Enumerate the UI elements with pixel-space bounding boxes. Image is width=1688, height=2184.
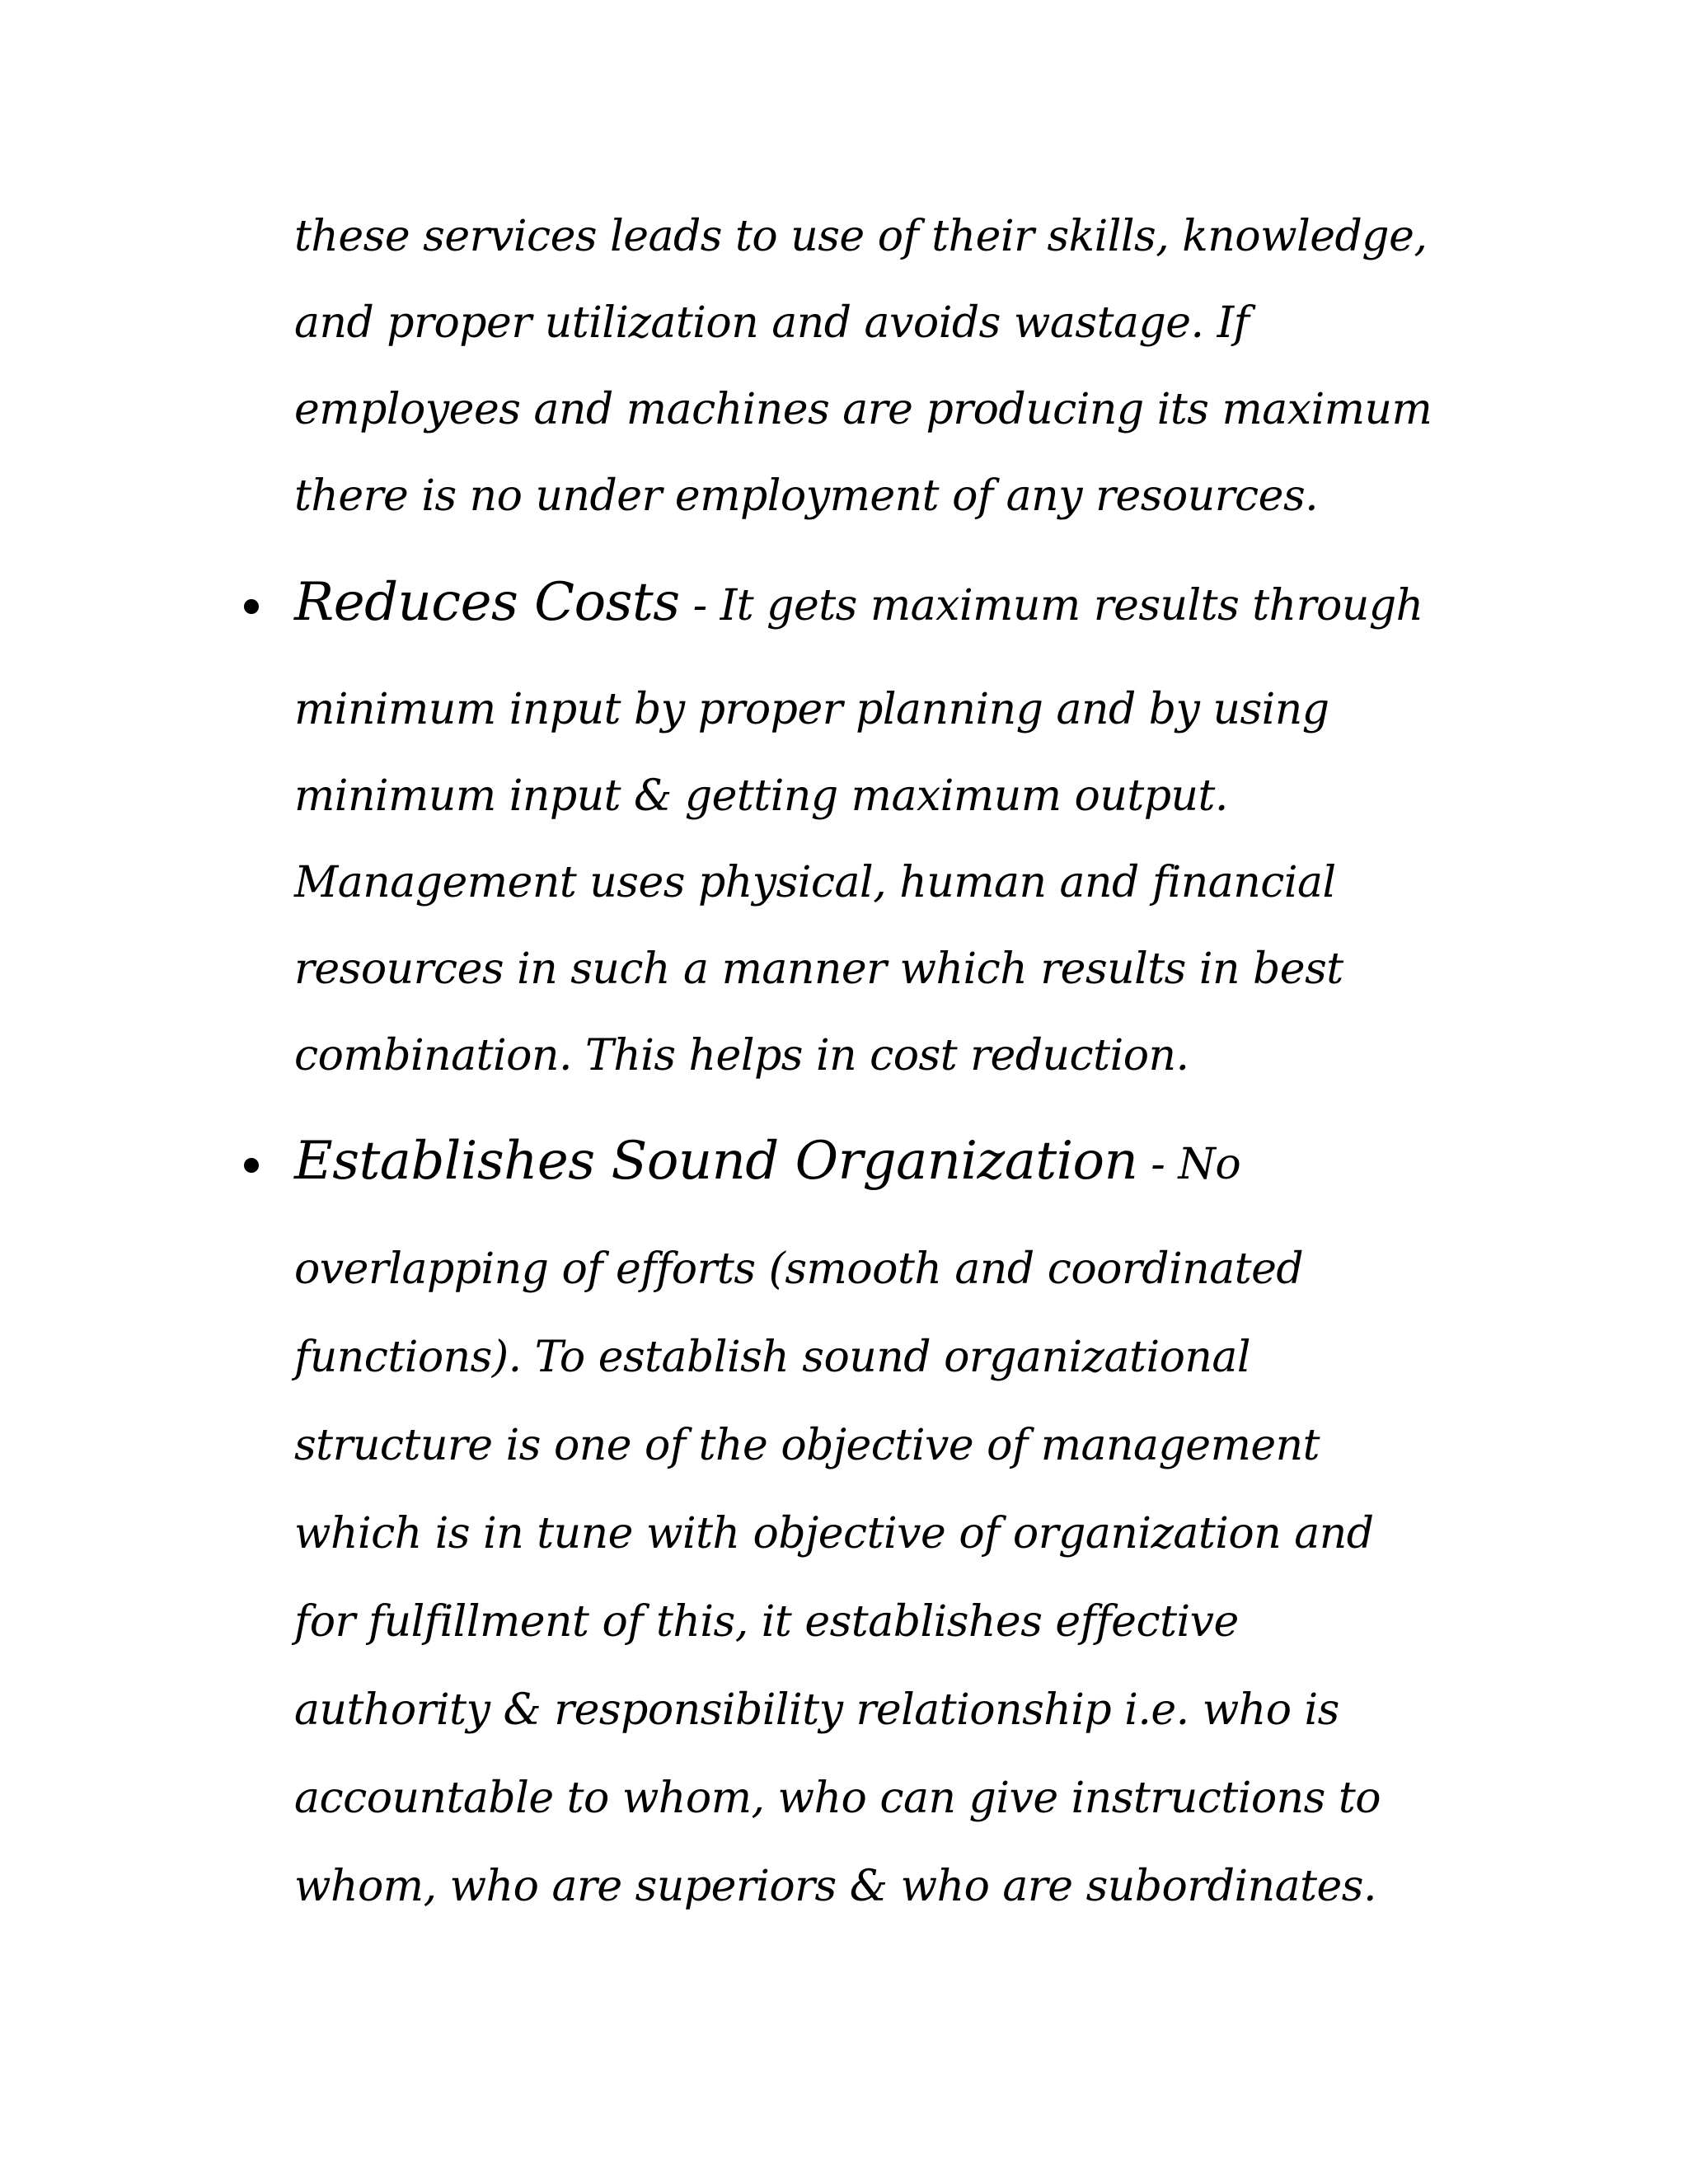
text-line: which is in tune with objective of organization and (294, 1509, 1374, 1558)
text-line: structure is one of the objective of management (294, 1421, 1320, 1470)
list-item-first-line (294, 1132, 1240, 1193)
text-line: for fulfillment of this, it establishes effective (294, 1597, 1239, 1647)
text-line: employees and machines are producing its maximum (294, 385, 1432, 434)
text-line: whom, who are superiors & who are subordinates. (294, 1862, 1377, 1911)
text-line: Management uses physical, human and financial (294, 858, 1336, 907)
text-line: these services leads to use of their skills, knowledge, (294, 212, 1428, 261)
text-line: there is no under employment of any resources. (294, 471, 1319, 521)
text-line: combination. This helps in cost reduction. (294, 1031, 1189, 1080)
bullet-icon (244, 599, 259, 614)
text-line: minimum input by proper planning and by using (294, 685, 1329, 734)
text-line: resources in such a manner which results in best (294, 944, 1343, 994)
list-item-first-line (294, 574, 1423, 635)
list-item-heading: Reduces Costs (294, 572, 680, 633)
list-item-text: - It gets maximum results through (679, 581, 1423, 630)
text-line: minimum input & getting maximum output. (294, 771, 1228, 821)
text-line: functions). To establish sound organizational (294, 1333, 1251, 1382)
list-item-heading: Establishes Sound Organization (294, 1131, 1138, 1192)
list-item-text: - No (1137, 1140, 1241, 1189)
text-line: accountable to whom, who can give instructions to (294, 1774, 1381, 1823)
bullet-icon (244, 1158, 259, 1173)
text-line: authority & responsibility relationship i.e. who is (294, 1685, 1339, 1735)
text-line: and proper utilization and avoids wastage. If (294, 298, 1250, 348)
text-line: overlapping of efforts (smooth and coordinated (294, 1244, 1304, 1294)
